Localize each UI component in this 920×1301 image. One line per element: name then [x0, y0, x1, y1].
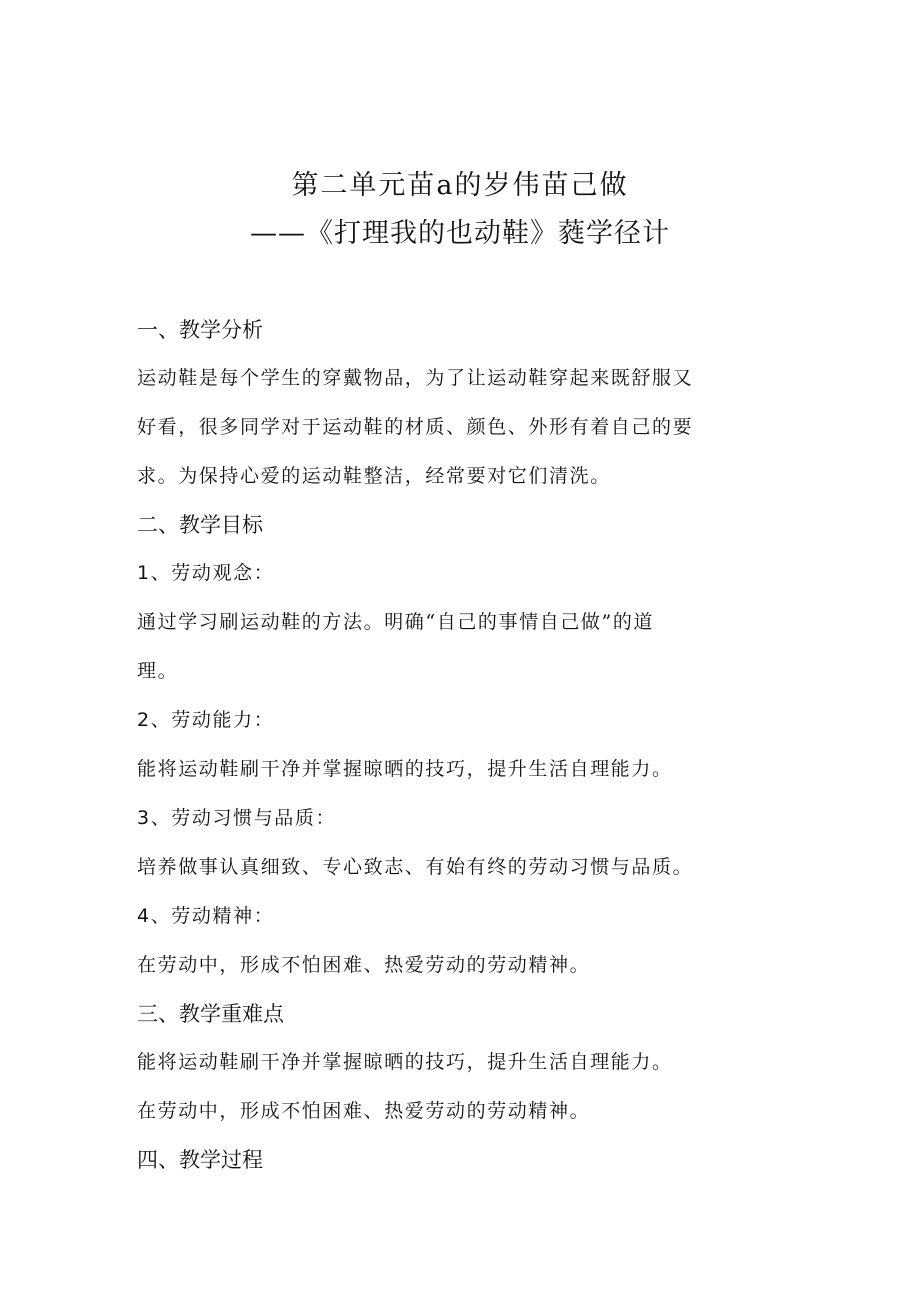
goal-number: 3 [137, 807, 151, 829]
document-title: 第二单元苗a的岁伟苗己做 [291, 170, 629, 201]
paragraph-line: 运动鞋是每个学生的穿戴物品，为了让运动鞋穿起来既舒服又 [137, 367, 694, 389]
goal-item-heading [137, 549, 817, 598]
goal-paragraph [137, 745, 817, 794]
goal-paragraph [137, 843, 817, 892]
key-points-paragraph [137, 1038, 817, 1136]
document-subtitle: ——《打理我的也动鞋》蕤学径计 [250, 218, 670, 249]
goal-label: 、劳动习惯与品质： [150, 807, 337, 829]
section-heading-process: 四、教学过程 [137, 1148, 263, 1172]
goal-paragraph [137, 941, 817, 990]
paragraph-line: 好看，很多同学对于运动鞋的材质、颜色、外形有着自己的要 [137, 416, 694, 438]
section-heading-key-points: 三、教学重难点 [137, 1002, 284, 1026]
paragraph-line: 求。为保持心爱的运动鞋整洁，经常要对它们清洗。 [137, 465, 611, 487]
goal-item-heading [137, 794, 817, 843]
section-heading-analysis: 一、教学分析 [137, 318, 263, 342]
paragraph-line: 能将运动鞋刷干净并掌握晾晒的技巧，提升生活自理能力。 [137, 1051, 673, 1073]
goal-number: 1 [137, 562, 151, 584]
goal-label: 、劳动能力： [150, 709, 275, 731]
goal-item-heading [137, 892, 817, 941]
paragraph-line: 在劳动中，形成不怕困难、热爱劳动的劳动精神。 [137, 1100, 591, 1122]
section-heading-goals: 二、教学目标 [137, 513, 263, 537]
goal-label: 、劳动精神： [150, 905, 275, 927]
goal-number: 4 [137, 905, 151, 927]
paragraph-line: 能将运动鞋刷干净并掌握晾晒的技巧，提升生活自理能力。 [137, 758, 673, 780]
title-block [0, 162, 920, 258]
analysis-paragraph [137, 354, 817, 501]
goal-paragraph [137, 598, 817, 696]
goal-label: 、劳动观念： [150, 562, 275, 584]
paragraph-line: 通过学习刷运动鞋的方法。明确“自己的事情自己做”的道 [137, 611, 655, 633]
paragraph-line: 培养做事认真细致、专心致志、有始有终的劳动习惯与品质。 [137, 856, 694, 878]
goal-item-heading [137, 696, 817, 745]
goal-number: 2 [137, 709, 151, 731]
document-body [137, 306, 817, 1184]
paragraph-line: 在劳动中，形成不怕困难、热爱劳动的劳动精神。 [137, 954, 591, 976]
paragraph-line: 理。 [137, 660, 179, 682]
